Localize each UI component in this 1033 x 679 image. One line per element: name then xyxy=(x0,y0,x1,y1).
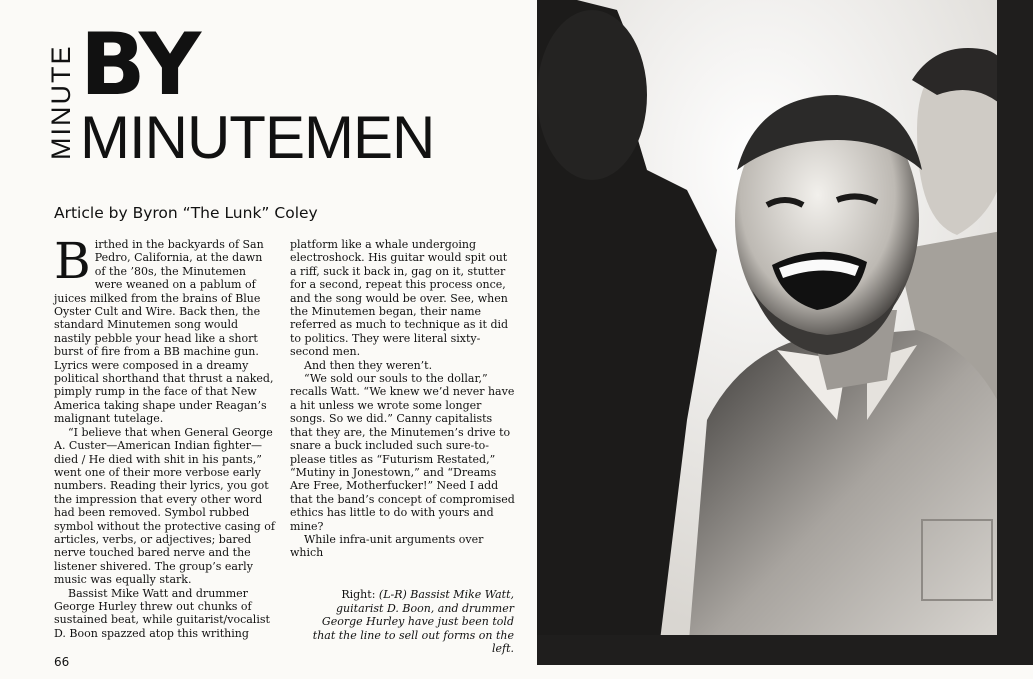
caption-lead: Right: xyxy=(341,588,379,601)
paragraph: platform like a whale undergoing electroshock. His guitar would spit out a riff, suck it back in, gag on it, stutter for a second, repeat this process once, and the song would be over. See, when the Minutemen began, their name referred as much to technique as it did to politics. They were literal sixty-second men. xyxy=(290,238,509,359)
article-column-1 xyxy=(54,232,276,640)
article-byline: Article by Byron “The Lunk” Coley xyxy=(54,204,318,222)
paragraph: Bassist Mike Watt and drummer George Hurley threw out chunks of sustained beat, while guitarist/vocalist D. Boon spazzed atop this writhing xyxy=(54,586,270,640)
paragraph xyxy=(54,232,276,426)
photo-caption xyxy=(298,588,514,656)
caption-body: (L-R) Bassist Mike Watt, guitarist D. Boon, and drummer George Hurley have just been told that the line to sell out forms on the left. xyxy=(312,588,514,655)
paragraph-text: irthed in the backyards of San Pedro, California, at the dawn of the ’80s, the Minutemen were weaned on a pablum of juices milked from the brains of Blue Oyster Cult and Wire. Back then, the standard Minutemen song would nastily pebble your head like a short burst of fire from a BB machine gun. Lyrics were composed in a dreamy political shorthand that thrust a naked, pimply rump in the face of that New America taking shape under Reagan’s malignant tutelage. xyxy=(54,238,274,426)
article-column-2 xyxy=(290,238,516,560)
headline-by: BY xyxy=(80,15,200,115)
drop-cap: B xyxy=(54,232,91,290)
headline-kicker-vertical: MINUTE xyxy=(46,44,76,160)
paragraph: “I believe that when General George A. Custer—American Indian fighter—died / He died with shit in his pants,” went one of their more verbose early numbers. Reading their lyrics, you got the impression that every other word had been removed. Symbol rubbed symbol without the protective casing of articles, verbs, or adjectives; bared nerve touched bared nerve and the listener shivered. The group’s early music was equally stark. xyxy=(54,425,275,587)
paragraph: “We sold our souls to the dollar,” recalls Watt. “We knew we’d never have a hit unless we wrote some longer songs. So we did.” Canny capitalists that they are, the Minutemen’s drive to snare a buck included such sure-to-please titles as “Futurism Restated,” “Mutiny in Jonestown,” and “Dreams Are Free, Motherfucker!” Need I add that the band’s concept of compromised ethics has little to do with yours and mine? xyxy=(290,372,515,533)
paragraph: While infra-unit arguments over which xyxy=(290,532,484,560)
page-number: 66 xyxy=(54,655,70,669)
headline-minutemen: MINUTEMEN xyxy=(80,104,435,171)
band-photo xyxy=(537,0,1033,665)
paragraph: And then they weren’t. xyxy=(304,358,433,372)
band-photo-illustration xyxy=(537,0,1033,665)
